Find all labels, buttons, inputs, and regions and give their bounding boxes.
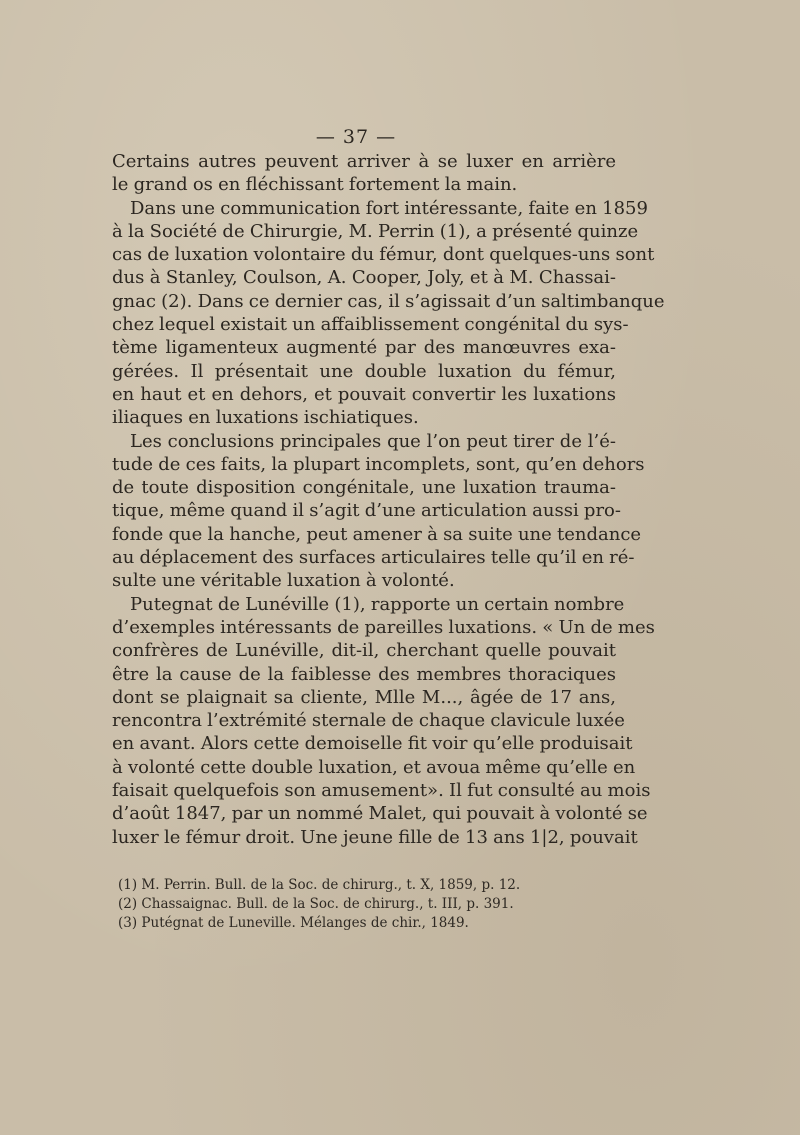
- text-line: luxer le fémur droit. Une jeune fille de 13 ans 1|2, pouvait: [112, 826, 638, 848]
- text-line: tème ligamenteux augmenté par des manœuvres exa-: [112, 337, 616, 359]
- text-line: tude de ces faits, la plupart incomplets, sont, qu’en dehors: [112, 453, 645, 475]
- text-line: gérées. Il présentait une double luxation du fémur,: [112, 360, 616, 382]
- page-number: — 37 —: [315, 126, 397, 148]
- text-line: faisait quelquefois son amusement». Il fut consulté au mois: [112, 780, 651, 802]
- footnote: (3) Putégnat de Luneville. Mélanges de chir., 1849.: [118, 915, 469, 931]
- footnote: (2) Chassaignac. Bull. de la Soc. de chirurg., t. III, p. 391.: [118, 896, 514, 912]
- text-line: confrères de Lunéville, dit-il, cherchant quelle pouvait: [112, 640, 616, 662]
- text-line: d’exemples intéressants de pareilles luxations. « Un de mes: [112, 616, 655, 638]
- text-line: chez lequel existait un affaiblissement congénital du sys-: [112, 314, 629, 336]
- text-line: fonde que la hanche, peut amener à sa suite une tendance: [112, 523, 642, 545]
- text-line: Putegnat de Lunéville (1), rapporte un certain nombre: [130, 593, 625, 615]
- text-line: en avant. Alors cette demoiselle fit voir qu’elle produisait: [112, 733, 633, 755]
- text-line: cas de luxation volontaire du fémur, dont quelques-uns sont: [112, 244, 655, 266]
- text-line: au déplacement des surfaces articulaires telle qu’il en ré-: [112, 547, 635, 569]
- text-line: iliaques en luxations ischiatiques.: [112, 407, 419, 429]
- text-line: dont se plaignait sa cliente, Mlle M..., âgée de 17 ans,: [112, 686, 616, 708]
- text-line: gnac (2). Dans ce dernier cas, il s’agissait d’un saltimbanque: [112, 290, 665, 312]
- text-line: d’août 1847, par un nommé Malet, qui pouvait à volonté se: [112, 803, 648, 825]
- footnotes: [118, 876, 618, 933]
- text-line: à la Société de Chirurgie, M. Perrin (1), a présenté quinze: [112, 220, 639, 242]
- text-line: Les conclusions principales que l’on peut tirer de l’é-: [130, 430, 616, 452]
- text-line: tique, même quand il s’agit d’une articulation aussi pro-: [112, 500, 621, 522]
- text-line: sulte une véritable luxation à volonté.: [112, 570, 455, 592]
- text-line: rencontra l’extrémité sternale de chaque clavicule luxée: [112, 710, 625, 732]
- text-line: le grand os en fléchissant fortement la main.: [112, 174, 518, 196]
- text-line: Dans une communication fort intéressante, faite en 1859: [130, 197, 648, 219]
- text-line: Certains autres peuvent arriver à se luxer en arrière: [112, 151, 616, 172]
- body-text: [112, 150, 665, 849]
- text-line: en haut et en dehors, et pouvait convertir les luxations: [112, 383, 616, 405]
- text-line: à volonté cette double luxation, et avoua même qu’elle en: [112, 756, 636, 778]
- text-line: être la cause de la faiblesse des membres thoraciques: [112, 663, 616, 685]
- text-line: dus à Stanley, Coulson, A. Cooper, Joly, et à M. Chassai-: [112, 267, 616, 289]
- text-line: de toute disposition congénitale, une luxation trauma-: [112, 477, 616, 499]
- footnote: (1) M. Perrin. Bull. de la Soc. de chirurg., t. X, 1859, p. 12.: [118, 877, 521, 893]
